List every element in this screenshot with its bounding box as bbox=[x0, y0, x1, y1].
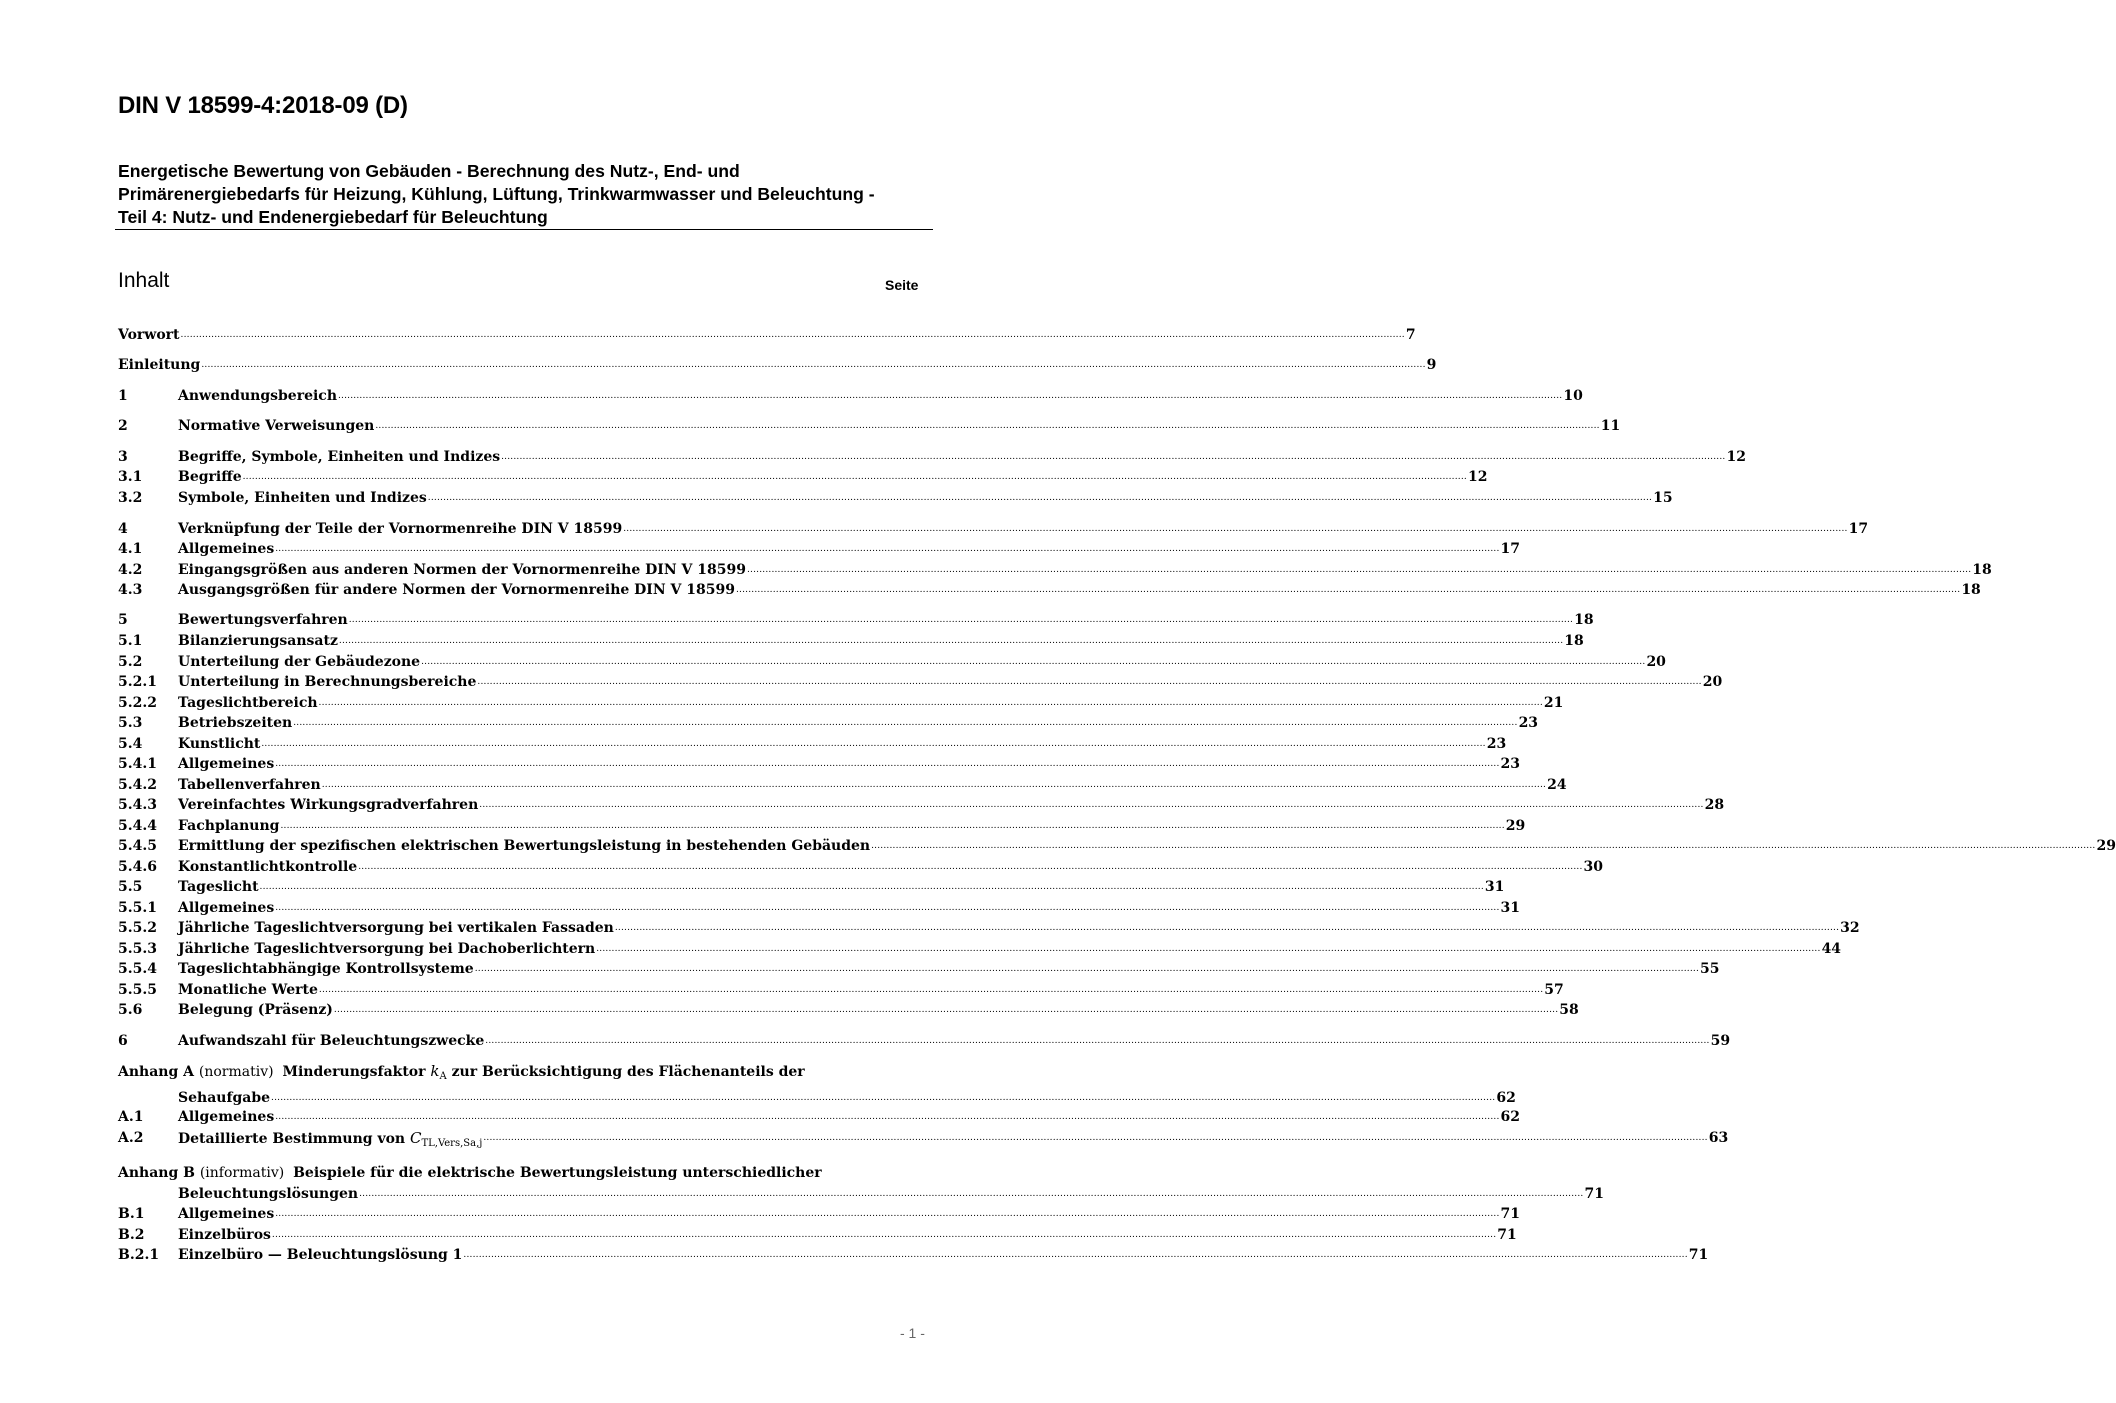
section-number: 5.2.1 bbox=[118, 674, 157, 690]
section-title: Fachplanung bbox=[178, 818, 280, 834]
leader-dots: ................................................................................................................................................................................................................................................................................................................................................................................................................ bbox=[275, 1112, 1500, 1122]
leader-dots: ................................................................................................................................................................................................................................................................................................................................................................................................................ bbox=[358, 862, 1583, 872]
section-title: Tabellenverfahren bbox=[178, 777, 321, 793]
toc-entry-b1[interactable] bbox=[118, 1204, 1521, 1224]
section-page: 23 bbox=[1486, 736, 1507, 752]
toc-entry[interactable] bbox=[118, 898, 1521, 918]
section-page: 23 bbox=[1518, 715, 1539, 731]
leader-dots: ................................................................................................................................................................................................................................................................................................................................................................................................................ bbox=[275, 759, 1500, 769]
section-title: Aufwandszahl für Beleuchtungszwecke bbox=[178, 1033, 485, 1049]
section-title: Allgemeines bbox=[178, 541, 275, 557]
section-title: Betriebszeiten bbox=[178, 715, 293, 731]
leader-dots: ................................................................................................................................................................................................................................................................................................................................................................................................................ bbox=[427, 493, 1653, 503]
page-number: - 1 - bbox=[900, 1325, 925, 1341]
leader-dots: ................................................................................................................................................................................................................................................................................................................................................................................................................ bbox=[333, 1005, 1559, 1015]
section-page: 12 bbox=[1726, 449, 1746, 465]
section-title: Eingangsgrößen aus anderen Normen der Vornormenreihe DIN V 18599 bbox=[178, 562, 746, 578]
section-title: Verknüpfung der Teile der Vornormenreihe DIN V 18599 bbox=[178, 521, 623, 537]
leader-dots: ................................................................................................................................................................................................................................................................................................................................................................................................................ bbox=[275, 903, 1500, 913]
section-title: Einleitung bbox=[118, 357, 201, 373]
section-number: 5.5.2 bbox=[118, 920, 157, 936]
section-number: 5.6 bbox=[118, 1002, 143, 1018]
section-title: Vorwort bbox=[118, 327, 180, 343]
leader-dots: ................................................................................................................................................................................................................................................................................................................................................................................................................ bbox=[201, 360, 1426, 370]
section-title: Allgemeines bbox=[178, 756, 275, 772]
toc-entry[interactable] bbox=[118, 631, 1584, 651]
section-number: 3.2 bbox=[118, 490, 143, 506]
section-page: 44 bbox=[1821, 941, 1842, 957]
toc-entry[interactable] bbox=[118, 980, 1564, 1000]
section-number: 4.3 bbox=[118, 582, 143, 598]
document-id: DIN V 18599-4:2018-09 (D) bbox=[118, 92, 408, 119]
section-page: 20 bbox=[1702, 674, 1723, 690]
section-number: 5 bbox=[118, 612, 128, 628]
section-page: 71 bbox=[1497, 1227, 1517, 1243]
toc-entry[interactable] bbox=[118, 519, 1869, 539]
leader-dots: ................................................................................................................................................................................................................................................................................................................................................................................................................ bbox=[746, 565, 1972, 575]
section-title: Allgemeines bbox=[178, 900, 275, 916]
leader-dots: ................................................................................................................................................................................................................................................................................................................................................................................................................ bbox=[348, 615, 1574, 625]
toc-entry[interactable] bbox=[118, 775, 1567, 795]
annex-b-label: Anhang B bbox=[118, 1165, 195, 1181]
toc-entry[interactable] bbox=[118, 488, 1673, 508]
leader-dots: ................................................................................................................................................................................................................................................................................................................................................................................................................ bbox=[359, 1189, 1584, 1199]
leader-dots: ................................................................................................................................................................................................................................................................................................................................................................................................................ bbox=[623, 524, 1848, 534]
leader-dots: ................................................................................................................................................................................................................................................................................................................................................................................................................ bbox=[318, 698, 1543, 708]
toc-entry[interactable] bbox=[118, 416, 1621, 436]
leader-dots: ................................................................................................................................................................................................................................................................................................................................................................................................................ bbox=[321, 780, 1547, 790]
section-page: 7 bbox=[1405, 327, 1416, 343]
section-number: 4.2 bbox=[118, 562, 143, 578]
section-page: 59 bbox=[1710, 1033, 1731, 1049]
section-page: 29 bbox=[1505, 818, 1526, 834]
section-page: 17 bbox=[1500, 541, 1521, 557]
section-title: Ausgangsgrößen für andere Normen der Vornormenreihe DIN V 18599 bbox=[178, 582, 735, 598]
section-number: 5.2 bbox=[118, 654, 143, 670]
section-page: 11 bbox=[1600, 418, 1621, 434]
section-number: 2 bbox=[118, 418, 128, 434]
a2-symbol: C bbox=[409, 1129, 422, 1147]
section-number: A.1 bbox=[118, 1109, 144, 1125]
annex-a-page: 62 bbox=[1496, 1090, 1516, 1106]
section-title: Unterteilung in Berechnungsbereiche bbox=[178, 674, 477, 690]
section-number: 5.4.3 bbox=[118, 797, 157, 813]
section-title: Bilanzierungsansatz bbox=[178, 633, 338, 649]
section-page: 58 bbox=[1559, 1002, 1579, 1018]
page-column-label: Seite bbox=[885, 277, 919, 293]
section-title: Symbole, Einheiten und Indizes bbox=[178, 490, 427, 506]
section-title: Jährliche Tageslichtversorgung bei vertikalen Fassaden bbox=[178, 920, 614, 936]
annex-a-continuation-text: Sehaufgabe bbox=[178, 1090, 271, 1106]
leader-dots: ................................................................................................................................................................................................................................................................................................................................................................................................................ bbox=[271, 1230, 1497, 1240]
section-page: 23 bbox=[1500, 756, 1521, 772]
section-number: 5.5.3 bbox=[118, 941, 157, 957]
toc-entry[interactable] bbox=[118, 355, 1437, 375]
section-number: 5.4.6 bbox=[118, 859, 157, 875]
section-page: 71 bbox=[1688, 1247, 1709, 1263]
leader-dots: ................................................................................................................................................................................................................................................................................................................................................................................................................ bbox=[479, 800, 1704, 810]
section-title: Allgemeines bbox=[178, 1109, 275, 1125]
annex-a-text-after: zur Berücksichtigung des Flächenanteils der bbox=[451, 1064, 805, 1080]
toc-entry-a2[interactable] bbox=[118, 1128, 1729, 1149]
toc-entry[interactable] bbox=[118, 672, 1723, 692]
section-number: 5.4.2 bbox=[118, 777, 157, 793]
section-number: 5.4.1 bbox=[118, 756, 157, 772]
annex-a-symbol-sub: A bbox=[439, 1071, 447, 1082]
section-title: Tageslicht bbox=[178, 879, 259, 895]
annex-a-text-before: Minderungsfaktor bbox=[282, 1064, 426, 1080]
leader-dots: ................................................................................................................................................................................................................................................................................................................................................................................................................ bbox=[421, 657, 1646, 667]
toc-entry[interactable] bbox=[118, 857, 1604, 877]
section-title: Allgemeines bbox=[178, 1206, 275, 1222]
toc-entry[interactable] bbox=[118, 386, 1583, 406]
section-number: 5.2.2 bbox=[118, 695, 157, 711]
section-page: 62 bbox=[1500, 1109, 1521, 1125]
leader-dots: ................................................................................................................................................................................................................................................................................................................................................................................................................ bbox=[275, 544, 1500, 554]
leader-dots: ................................................................................................................................................................................................................................................................................................................................................................................................................ bbox=[275, 1209, 1500, 1219]
section-number: 5.1 bbox=[118, 633, 143, 649]
section-page: 18 bbox=[1574, 612, 1594, 628]
section-page: 24 bbox=[1547, 777, 1567, 793]
section-number: 5.5 bbox=[118, 879, 143, 895]
section-number: 5.4.5 bbox=[118, 838, 157, 854]
leader-dots: ................................................................................................................................................................................................................................................................................................................................................................................................................ bbox=[483, 1133, 1708, 1143]
section-number: 5.5.1 bbox=[118, 900, 157, 916]
toc-entry[interactable] bbox=[118, 1000, 1579, 1020]
toc-annex-b-heading[interactable] bbox=[118, 1163, 930, 1183]
section-title: Unterteilung der Gebäudezone bbox=[178, 654, 421, 670]
section-number: 5.5.5 bbox=[118, 982, 157, 998]
toc-entry[interactable] bbox=[118, 939, 1842, 959]
toc-entry[interactable] bbox=[118, 539, 1521, 559]
section-title: Kunstlicht bbox=[178, 736, 261, 752]
toc-annex-a-continuation[interactable] bbox=[118, 1088, 1516, 1108]
section-number: 5.3 bbox=[118, 715, 143, 731]
leader-dots: ................................................................................................................................................................................................................................................................................................................................................................................................................ bbox=[293, 718, 1518, 728]
section-title: Anwendungsbereich bbox=[178, 388, 337, 404]
toc-entry[interactable] bbox=[118, 877, 1505, 897]
toc-entry[interactable] bbox=[118, 580, 1981, 600]
section-page: 31 bbox=[1484, 879, 1505, 895]
section-title: Einzelbüro — Beleuchtungslösung 1 bbox=[178, 1247, 463, 1263]
title-divider bbox=[115, 229, 933, 230]
toc-entry[interactable] bbox=[118, 610, 1594, 630]
section-page: 12 bbox=[1467, 469, 1488, 485]
toc-entry[interactable] bbox=[118, 754, 1521, 774]
annex-b-text: Beispiele für die elektrische Bewertungsleistung unterschiedlicher bbox=[293, 1165, 822, 1181]
annex-a-type: (normativ) bbox=[198, 1064, 274, 1080]
leader-dots: ................................................................................................................................................................................................................................................................................................................................................................................................................ bbox=[596, 944, 1821, 954]
section-title: Tageslichtbereich bbox=[178, 695, 318, 711]
annex-a-symbol: k bbox=[430, 1062, 440, 1080]
section-page: 30 bbox=[1583, 859, 1604, 875]
section-title: Einzelbüros bbox=[178, 1227, 271, 1243]
section-page: 71 bbox=[1500, 1206, 1521, 1222]
toc-entry[interactable] bbox=[118, 652, 1666, 672]
section-page: 21 bbox=[1543, 695, 1564, 711]
section-page: 18 bbox=[1564, 633, 1584, 649]
toc-entry-b21[interactable] bbox=[118, 1245, 1709, 1265]
toc-entry[interactable] bbox=[118, 959, 1720, 979]
section-page: 31 bbox=[1500, 900, 1521, 916]
leader-dots: ................................................................................................................................................................................................................................................................................................................................................................................................................ bbox=[318, 985, 1544, 995]
section-title: Jährliche Tageslichtversorgung bei Dachoberlichtern bbox=[178, 941, 596, 957]
section-page: 17 bbox=[1848, 521, 1869, 537]
toc-entry[interactable] bbox=[118, 693, 1564, 713]
annex-a-label: Anhang A bbox=[118, 1064, 194, 1080]
leader-dots: ................................................................................................................................................................................................................................................................................................................................................................................................................ bbox=[485, 1036, 1710, 1046]
section-number: 3.1 bbox=[118, 469, 143, 485]
leader-dots: ................................................................................................................................................................................................................................................................................................................................................................................................................ bbox=[871, 841, 2096, 851]
section-title: Vereinfachtes Wirkungsgradverfahren bbox=[178, 797, 479, 813]
toc-entry[interactable] bbox=[118, 816, 1526, 836]
section-page: 18 bbox=[1961, 582, 1981, 598]
section-number: 1 bbox=[118, 388, 128, 404]
leader-dots: ................................................................................................................................................................................................................................................................................................................................................................................................................ bbox=[242, 472, 1467, 482]
section-title: Begriffe, Symbole, Einheiten und Indizes bbox=[178, 449, 501, 465]
section-number: 4 bbox=[118, 521, 128, 537]
leader-dots: ................................................................................................................................................................................................................................................................................................................................................................................................................ bbox=[375, 421, 1600, 431]
section-number: 4.1 bbox=[118, 541, 143, 557]
toc-entry[interactable] bbox=[118, 560, 1992, 580]
section-title: Normative Verweisungen bbox=[178, 418, 375, 434]
annex-b-page: 71 bbox=[1584, 1186, 1604, 1202]
leader-dots: ................................................................................................................................................................................................................................................................................................................................................................................................................ bbox=[501, 452, 1726, 462]
leader-dots: ................................................................................................................................................................................................................................................................................................................................................................................................................ bbox=[259, 882, 1484, 892]
section-title: Monatliche Werte bbox=[178, 982, 318, 998]
section-page: 57 bbox=[1544, 982, 1564, 998]
section-page: 9 bbox=[1426, 357, 1437, 373]
leader-dots: ................................................................................................................................................................................................................................................................................................................................................................................................................ bbox=[261, 739, 1486, 749]
leader-dots: ................................................................................................................................................................................................................................................................................................................................................................................................................ bbox=[338, 391, 1563, 401]
section-page: 28 bbox=[1704, 797, 1725, 813]
leader-dots: ................................................................................................................................................................................................................................................................................................................................................................................................................ bbox=[463, 1250, 1688, 1260]
section-title: Ermittlung der spezifischen elektrischen Bewertungsleistung in bestehenden Gebäuden bbox=[178, 838, 871, 854]
leader-dots: ................................................................................................................................................................................................................................................................................................................................................................................................................ bbox=[271, 1093, 1496, 1103]
leader-dots: ................................................................................................................................................................................................................................................................................................................................................................................................................ bbox=[338, 636, 1564, 646]
toc-entry[interactable] bbox=[118, 325, 1416, 345]
annex-b-type: (informativ) bbox=[199, 1165, 285, 1181]
toc-entry[interactable] bbox=[118, 447, 1746, 467]
leader-dots: ................................................................................................................................................................................................................................................................................................................................................................................................................ bbox=[614, 923, 1840, 933]
toc-entry[interactable] bbox=[118, 836, 2116, 856]
toc-entry[interactable] bbox=[118, 713, 1539, 733]
section-title: Konstantlichtkontrolle bbox=[178, 859, 358, 875]
toc-entry[interactable] bbox=[118, 1031, 1731, 1051]
section-title: Detaillierte Bestimmung von bbox=[178, 1131, 406, 1147]
section-number: B.1 bbox=[118, 1206, 145, 1222]
section-number: 6 bbox=[118, 1033, 128, 1049]
toc-entry[interactable] bbox=[118, 795, 1725, 815]
section-page: 55 bbox=[1700, 961, 1720, 977]
section-title: Bewertungsverfahren bbox=[178, 612, 348, 628]
section-title: Belegung (Präsenz) bbox=[178, 1002, 333, 1018]
annex-b-continuation-text: Beleuchtungslösungen bbox=[178, 1186, 359, 1202]
leader-dots: ................................................................................................................................................................................................................................................................................................................................................................................................................ bbox=[477, 677, 1702, 687]
section-number: 5.5.4 bbox=[118, 961, 157, 977]
section-number: B.2 bbox=[118, 1227, 145, 1243]
leader-dots: ................................................................................................................................................................................................................................................................................................................................................................................................................ bbox=[474, 964, 1700, 974]
section-page: 32 bbox=[1840, 920, 1860, 936]
section-page: 20 bbox=[1646, 654, 1666, 670]
leader-dots: ................................................................................................................................................................................................................................................................................................................................................................................................................ bbox=[735, 585, 1961, 595]
toc-annex-a-heading[interactable] bbox=[118, 1061, 930, 1081]
toc-entry[interactable] bbox=[118, 467, 1488, 487]
section-number: A.2 bbox=[118, 1130, 144, 1146]
toc-entry[interactable] bbox=[118, 918, 1860, 938]
section-title: Tageslichtabhängige Kontrollsysteme bbox=[178, 961, 474, 977]
leader-dots: ................................................................................................................................................................................................................................................................................................................................................................................................................ bbox=[280, 821, 1505, 831]
section-page: 15 bbox=[1653, 490, 1673, 506]
document-title: Energetische Bewertung von Gebäuden - Berechnung des Nutz-, End- und Primärenergiebedarfs für Heizung, Kühlung, Lüftung, Trinkwarmwasser und Beleuchtung - Teil 4: Nutz- und Endenergiebedarf für Beleuchtung bbox=[118, 161, 875, 227]
toc-heading: Inhalt bbox=[118, 269, 170, 292]
section-number: B.2.1 bbox=[118, 1247, 160, 1263]
section-page: 10 bbox=[1563, 388, 1583, 404]
leader-dots: ................................................................................................................................................................................................................................................................................................................................................................................................................ bbox=[180, 330, 1405, 340]
toc-entry[interactable] bbox=[118, 734, 1507, 754]
a2-symbol-sub: TL,Vers,Sa,j bbox=[421, 1138, 483, 1149]
section-page: 18 bbox=[1972, 562, 1992, 578]
section-number: 5.4 bbox=[118, 736, 143, 752]
section-title: Begriffe bbox=[178, 469, 242, 485]
section-number: 3 bbox=[118, 449, 128, 465]
section-page: 29 bbox=[2096, 838, 2116, 854]
section-number: 5.4.4 bbox=[118, 818, 157, 834]
toc-entry-b2[interactable] bbox=[118, 1225, 1517, 1245]
toc-annex-b-continuation[interactable] bbox=[118, 1184, 1604, 1204]
section-page: 63 bbox=[1708, 1130, 1729, 1146]
toc-entry-a1[interactable] bbox=[118, 1107, 1521, 1127]
